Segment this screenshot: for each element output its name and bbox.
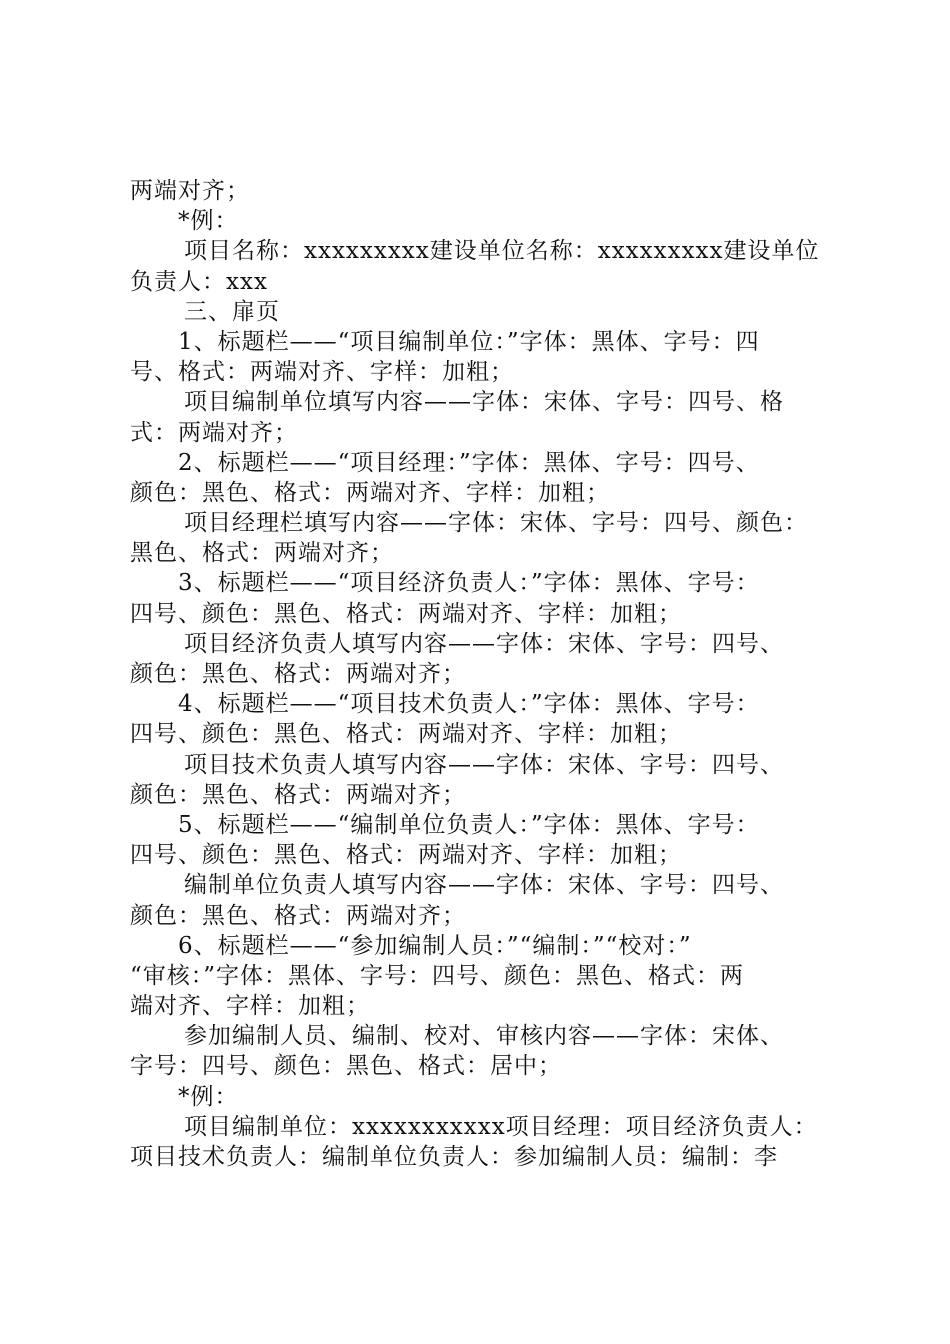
text-line: 项目技术负责人：编制单位负责人：参加编制人员：编制：李 xyxy=(130,1144,778,1170)
text-line: 端对齐、字样：加粗； xyxy=(130,993,370,1020)
text-line: 项目名称：xxxxxxxxx建设单位名称：xxxxxxxxx建设单位 xyxy=(184,238,820,265)
text-line: 项目经理栏填写内容——字体：宋体、字号：四号、颜色： xyxy=(184,510,808,537)
text-line: 负责人：xxx xyxy=(130,268,268,295)
text-line: 1、标题栏——“项目编制单位：”字体：黑体、字号：四 xyxy=(178,328,760,355)
text-line: 颜色：黑色、格式：两端对齐； xyxy=(130,902,466,929)
text-line: 项目技术负责人填写内容——字体：宋体、字号：四号、 xyxy=(184,751,784,778)
text-line: *例： xyxy=(178,1083,239,1110)
text-line: *例： xyxy=(178,208,239,235)
text-line: 编制单位负责人填写内容——字体：宋体、字号：四号、 xyxy=(184,872,784,899)
text-line: 字号：四号、颜色：黑色、格式：居中； xyxy=(130,1053,562,1080)
text-line: 项目编制单位填写内容——字体：宋体、字号：四号、格 xyxy=(184,389,784,416)
text-line: 四号、颜色：黑色、格式：两端对齐、字样：加粗； xyxy=(130,842,682,869)
text-line: 3、标题栏——“项目经济负责人：”字体：黑体、字号： xyxy=(178,570,760,597)
text-line: “审核：”字体：黑体、字号：四号、颜色：黑色、格式：两 xyxy=(130,962,745,989)
text-line: 号、格式：两端对齐、字样：加粗； xyxy=(130,359,514,386)
text-line: 2、标题栏——“项目经理：”字体：黑体、字号：四号、 xyxy=(178,449,760,476)
text-line: 式：两端对齐； xyxy=(130,419,298,446)
text-line: 两端对齐； xyxy=(130,178,250,204)
text-line: 四号、颜色：黑色、格式：两端对齐、字样：加粗； xyxy=(130,721,682,748)
text-line: 参加编制人员、编制、校对、审核内容——字体：宋体、 xyxy=(184,1023,784,1050)
text-line: 项目编制单位：xxxxxxxxxxx项目经理：项目经济负责人： xyxy=(184,1113,818,1140)
text-line: 颜色：黑色、格式：两端对齐； xyxy=(130,781,466,808)
text-line: 四号、颜色：黑色、格式：两端对齐、字样：加粗； xyxy=(130,600,682,627)
document-body xyxy=(130,176,830,1172)
text-line: 项目经济负责人填写内容——字体：宋体、字号：四号、 xyxy=(184,630,784,657)
text-line: 颜色：黑色、格式：两端对齐、字样：加粗； xyxy=(130,479,610,506)
text-line: 6、标题栏——“参加编制人员：”“编制：”“校对：” xyxy=(178,932,692,959)
text-line: 4、标题栏——“项目技术负责人：”字体：黑体、字号： xyxy=(178,691,760,718)
text-line: 颜色：黑色、格式：两端对齐； xyxy=(130,661,466,687)
text-line: 5、标题栏——“编制单位负责人：”字体：黑体、字号： xyxy=(178,811,760,838)
section-heading: 三、扉页 xyxy=(184,298,280,325)
text-line: 黑色、格式：两端对齐； xyxy=(130,540,394,567)
